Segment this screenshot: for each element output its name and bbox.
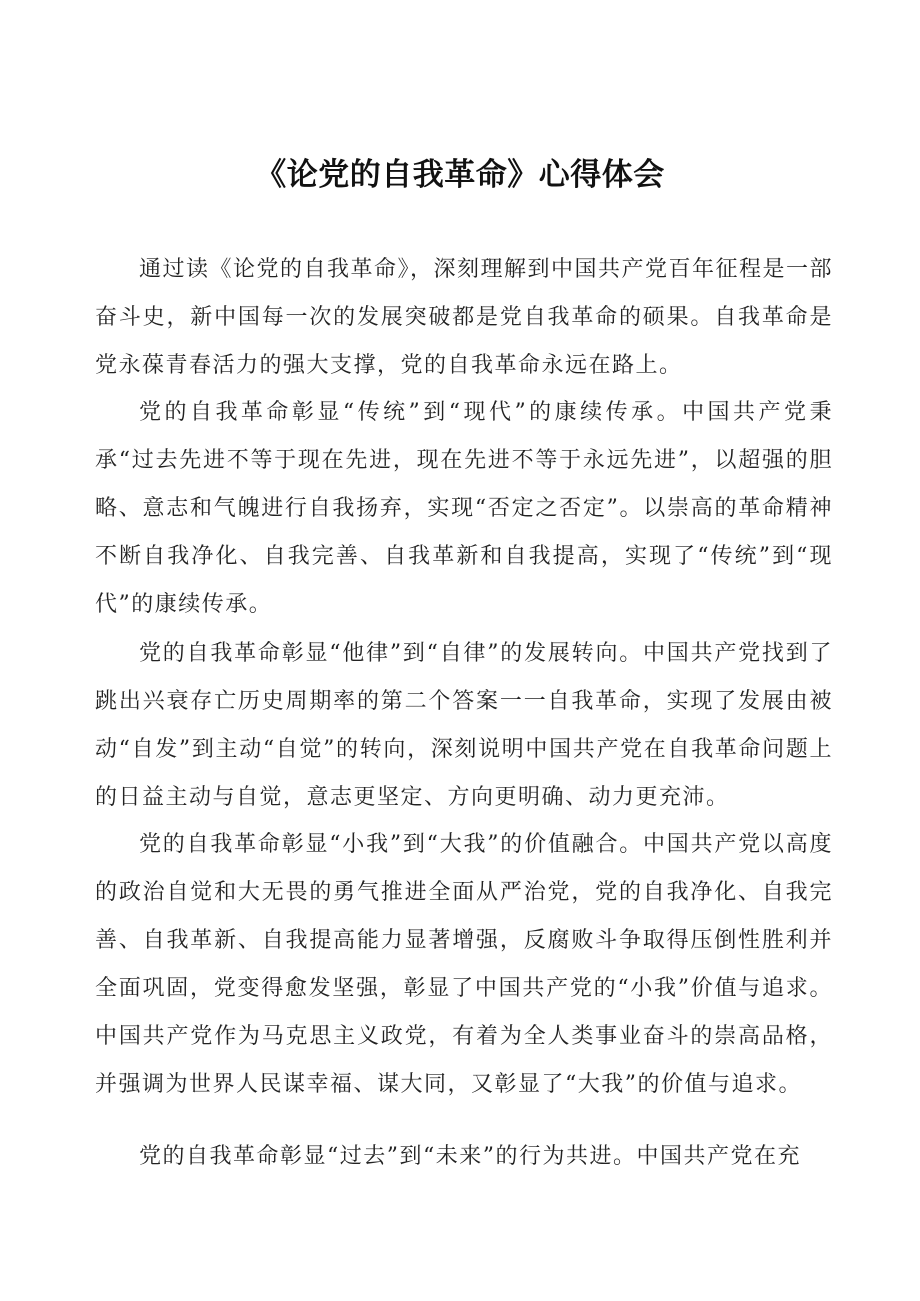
paragraph-tradition-modern: 党的自我革命彰显“传统”到“现代”的康续传承。中国共产党秉承“过去先进不等于现在先进，现在先进不等于永远先进”，以超强的胆略、意志和气魄进行自我扬弃，实现“否定之否定”。以崇高的革命精神不断自我净化、自我完善、自我革新和自我提高，实现了“传统”到“现代”的康续传承。	[95, 400, 833, 617]
paragraph-heteronomy-autonomy: 党的自我革命彰显“他律”到“自律”的发展转向。中国共产党找到了跳出兴衰存亡历史周期率的第二个答案一一自我革命，实现了发展由被动“自发”到主动“自觉”的转向，深刻说明中国共产党在自我革命问题上的日益主动与自觉，意志更坚定、方向更明确、动力更充沛。	[95, 641, 833, 810]
paragraph-intro: 通过读《论党的自我革命》，深刻理解到中国共产党百年征程是一部奋斗史，新中国每一次的发展突破都是党自我革命的硕果。自我革命是党永葆青春活力的强大支撑，党的自我革命永远在路上。	[95, 257, 834, 378]
paragraph-past-future: 党的自我革命彰显“过去”到“未来”的行为共进。中国共产党在充	[139, 1144, 801, 1169]
paragraph-small-self-great-self: 党的自我革命彰显“小我”到“大我”的价值融合。中国共产党以高度的政治自觉和大无畏的勇气推进全面从严治党，党的自我净化、自我完善、自我革新、自我提高能力显著增强，反腐败斗争取得压倒性胜利并全面巩固，党变得愈发坚强，彰显了中国共产党的“小我”价值与追求。中国共产党作为马克思主义政党，有着为全人类事业奋斗的崇高品格，并强调为世界人民谋幸福、谋大同，又彰显了“大我”的价值与追求。	[95, 832, 833, 1097]
document-title: 《论党的自我革命》心得体会	[255, 157, 665, 193]
